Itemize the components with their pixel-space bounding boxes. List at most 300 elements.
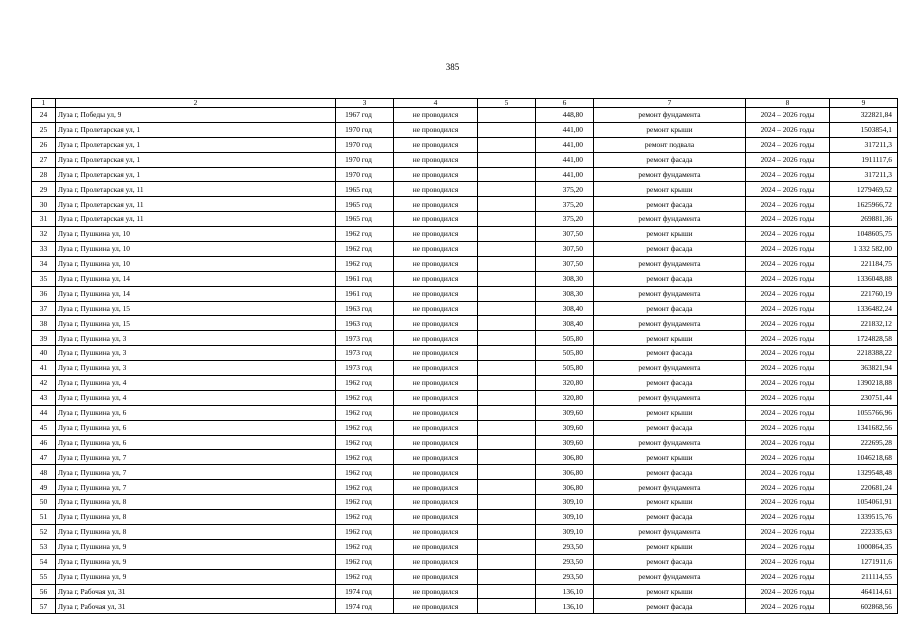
column-5-cell	[478, 599, 536, 614]
column-header-5: 5	[478, 99, 536, 108]
row-number: 30	[32, 197, 56, 212]
cost-cell: 1 332 582,00	[830, 242, 898, 257]
row-number: 35	[32, 271, 56, 286]
cost-cell: 221760,19	[830, 286, 898, 301]
column-5-cell	[478, 301, 536, 316]
row-number: 47	[32, 450, 56, 465]
work-type-cell: ремонт фундамента	[594, 212, 746, 227]
area-cell: 375,20	[536, 197, 594, 212]
area-cell: 293,50	[536, 554, 594, 569]
period-cell: 2024 – 2026 годы	[746, 331, 830, 346]
row-number: 48	[32, 465, 56, 480]
work-type-cell: ремонт крыши	[594, 227, 746, 242]
period-cell: 2024 – 2026 годы	[746, 286, 830, 301]
column-5-cell	[478, 182, 536, 197]
work-type-cell: ремонт крыши	[594, 539, 746, 554]
column-5-cell	[478, 465, 536, 480]
row-number: 34	[32, 256, 56, 271]
row-number: 43	[32, 390, 56, 405]
period-cell: 2024 – 2026 годы	[746, 301, 830, 316]
row-number: 57	[32, 599, 56, 614]
table-row	[32, 390, 898, 405]
area-cell: 309,10	[536, 524, 594, 539]
column-header-6: 6	[536, 99, 594, 108]
column-5-cell	[478, 376, 536, 391]
year-cell: 1970 год	[336, 122, 394, 137]
column-5-cell	[478, 256, 536, 271]
row-number: 55	[32, 569, 56, 584]
address-cell: Луза г, Пролетарская ул, 1	[56, 137, 336, 152]
cost-cell: 221832,12	[830, 316, 898, 331]
previous-repair-cell: не проводился	[394, 390, 478, 405]
work-type-cell: ремонт фасада	[594, 510, 746, 525]
address-cell: Луза г, Пушкина ул, 10	[56, 242, 336, 257]
year-cell: 1967 год	[336, 108, 394, 123]
cost-cell: 1390218,88	[830, 376, 898, 391]
year-cell: 1963 год	[336, 301, 394, 316]
previous-repair-cell: не проводился	[394, 242, 478, 257]
cost-cell: 222335,63	[830, 524, 898, 539]
period-cell: 2024 – 2026 годы	[746, 122, 830, 137]
area-cell: 136,10	[536, 584, 594, 599]
column-5-cell	[478, 167, 536, 182]
row-number: 49	[32, 480, 56, 495]
area-cell: 309,60	[536, 435, 594, 450]
period-cell: 2024 – 2026 годы	[746, 212, 830, 227]
period-cell: 2024 – 2026 годы	[746, 197, 830, 212]
year-cell: 1973 год	[336, 361, 394, 376]
previous-repair-cell: не проводился	[394, 182, 478, 197]
address-cell: Луза г, Пушкина ул, 7	[56, 450, 336, 465]
address-cell: Луза г, Пушкина ул, 6	[56, 435, 336, 450]
table-row	[32, 256, 898, 271]
year-cell: 1962 год	[336, 480, 394, 495]
table-row	[32, 480, 898, 495]
area-cell: 441,00	[536, 167, 594, 182]
table-row	[32, 346, 898, 361]
cost-cell: 1329548,48	[830, 465, 898, 480]
address-cell: Луза г, Пушкина ул, 7	[56, 480, 336, 495]
table-row	[32, 599, 898, 614]
column-header-7: 7	[594, 99, 746, 108]
year-cell: 1961 год	[336, 271, 394, 286]
year-cell: 1962 год	[336, 435, 394, 450]
table-row	[32, 405, 898, 420]
table-row	[32, 122, 898, 137]
period-cell: 2024 – 2026 годы	[746, 152, 830, 167]
work-type-cell: ремонт крыши	[594, 584, 746, 599]
work-type-cell: ремонт крыши	[594, 122, 746, 137]
address-cell: Луза г, Пролетарская ул, 11	[56, 212, 336, 227]
column-5-cell	[478, 212, 536, 227]
area-cell: 309,10	[536, 495, 594, 510]
table-row	[32, 584, 898, 599]
cost-cell: 211114,55	[830, 569, 898, 584]
table-row	[32, 182, 898, 197]
period-cell: 2024 – 2026 годы	[746, 137, 830, 152]
work-type-cell: ремонт фундамента	[594, 569, 746, 584]
address-cell: Луза г, Победы ул, 9	[56, 108, 336, 123]
cost-cell: 1046218,68	[830, 450, 898, 465]
cost-cell: 1000864,35	[830, 539, 898, 554]
table-row	[32, 286, 898, 301]
row-number: 52	[32, 524, 56, 539]
cost-cell: 1279469,52	[830, 182, 898, 197]
column-5-cell	[478, 227, 536, 242]
row-number: 25	[32, 122, 56, 137]
year-cell: 1962 год	[336, 524, 394, 539]
year-cell: 1974 год	[336, 599, 394, 614]
period-cell: 2024 – 2026 годы	[746, 450, 830, 465]
row-number: 27	[32, 152, 56, 167]
year-cell: 1962 год	[336, 242, 394, 257]
column-5-cell	[478, 450, 536, 465]
row-number: 53	[32, 539, 56, 554]
address-cell: Луза г, Пролетарская ул, 11	[56, 197, 336, 212]
work-type-cell: ремонт фундамента	[594, 361, 746, 376]
cost-cell: 322821,84	[830, 108, 898, 123]
year-cell: 1962 год	[336, 569, 394, 584]
column-5-cell	[478, 524, 536, 539]
year-cell: 1962 год	[336, 376, 394, 391]
year-cell: 1962 год	[336, 420, 394, 435]
column-header-9: 9	[830, 99, 898, 108]
table-row	[32, 301, 898, 316]
previous-repair-cell: не проводился	[394, 271, 478, 286]
work-type-cell: ремонт фасада	[594, 346, 746, 361]
period-cell: 2024 – 2026 годы	[746, 346, 830, 361]
year-cell: 1962 год	[336, 465, 394, 480]
area-cell: 293,50	[536, 539, 594, 554]
column-header-1: 1	[32, 99, 56, 108]
previous-repair-cell: не проводился	[394, 167, 478, 182]
row-number: 39	[32, 331, 56, 346]
area-cell: 307,50	[536, 242, 594, 257]
address-cell: Луза г, Пролетарская ул, 1	[56, 152, 336, 167]
column-header-4: 4	[394, 99, 478, 108]
row-number: 46	[32, 435, 56, 450]
cost-cell: 221184,75	[830, 256, 898, 271]
period-cell: 2024 – 2026 годы	[746, 256, 830, 271]
year-cell: 1973 год	[336, 346, 394, 361]
table-row	[32, 108, 898, 123]
previous-repair-cell: не проводился	[394, 152, 478, 167]
previous-repair-cell: не проводился	[394, 376, 478, 391]
work-type-cell: ремонт крыши	[594, 450, 746, 465]
column-header-8: 8	[746, 99, 830, 108]
row-number: 29	[32, 182, 56, 197]
area-cell: 306,80	[536, 450, 594, 465]
year-cell: 1965 год	[336, 212, 394, 227]
previous-repair-cell: не проводился	[394, 450, 478, 465]
period-cell: 2024 – 2026 годы	[746, 108, 830, 123]
table-body	[32, 108, 898, 614]
address-cell: Луза г, Рабочая ул, 31	[56, 584, 336, 599]
row-number: 28	[32, 167, 56, 182]
period-cell: 2024 – 2026 годы	[746, 390, 830, 405]
table-row	[32, 271, 898, 286]
address-cell: Луза г, Пушкина ул, 10	[56, 256, 336, 271]
table-header	[32, 99, 898, 108]
row-number: 44	[32, 405, 56, 420]
row-number: 26	[32, 137, 56, 152]
period-cell: 2024 – 2026 годы	[746, 569, 830, 584]
area-cell: 309,60	[536, 405, 594, 420]
period-cell: 2024 – 2026 годы	[746, 420, 830, 435]
address-cell: Луза г, Пушкина ул, 7	[56, 465, 336, 480]
period-cell: 2024 – 2026 годы	[746, 182, 830, 197]
work-type-cell: ремонт фундамента	[594, 167, 746, 182]
area-cell: 309,10	[536, 510, 594, 525]
area-cell: 505,80	[536, 346, 594, 361]
cost-cell: 363821,94	[830, 361, 898, 376]
address-cell: Луза г, Пушкина ул, 8	[56, 495, 336, 510]
area-cell: 293,50	[536, 569, 594, 584]
column-header-2: 2	[56, 99, 336, 108]
previous-repair-cell: не проводился	[394, 212, 478, 227]
work-type-cell: ремонт фундамента	[594, 390, 746, 405]
table-row	[32, 227, 898, 242]
address-cell: Луза г, Пролетарская ул, 1	[56, 167, 336, 182]
year-cell: 1962 год	[336, 450, 394, 465]
previous-repair-cell: не проводился	[394, 420, 478, 435]
column-5-cell	[478, 554, 536, 569]
column-5-cell	[478, 286, 536, 301]
period-cell: 2024 – 2026 годы	[746, 316, 830, 331]
row-number: 31	[32, 212, 56, 227]
work-type-cell: ремонт фундамента	[594, 480, 746, 495]
row-number: 54	[32, 554, 56, 569]
header-row	[32, 99, 898, 108]
table-row	[32, 137, 898, 152]
year-cell: 1962 год	[336, 510, 394, 525]
period-cell: 2024 – 2026 годы	[746, 242, 830, 257]
table-row	[32, 539, 898, 554]
period-cell: 2024 – 2026 годы	[746, 554, 830, 569]
address-cell: Луза г, Пушкина ул, 8	[56, 510, 336, 525]
previous-repair-cell: не проводился	[394, 599, 478, 614]
address-cell: Луза г, Пушкина ул, 9	[56, 539, 336, 554]
previous-repair-cell: не проводился	[394, 510, 478, 525]
previous-repair-cell: не проводился	[394, 346, 478, 361]
area-cell: 306,80	[536, 480, 594, 495]
previous-repair-cell: не проводился	[394, 584, 478, 599]
cost-cell: 1271911,6	[830, 554, 898, 569]
column-5-cell	[478, 569, 536, 584]
column-header-3: 3	[336, 99, 394, 108]
row-number: 38	[32, 316, 56, 331]
cost-cell: 317211,3	[830, 167, 898, 182]
area-cell: 320,80	[536, 390, 594, 405]
period-cell: 2024 – 2026 годы	[746, 510, 830, 525]
row-number: 32	[32, 227, 56, 242]
period-cell: 2024 – 2026 годы	[746, 465, 830, 480]
row-number: 50	[32, 495, 56, 510]
period-cell: 2024 – 2026 годы	[746, 495, 830, 510]
table-row	[32, 450, 898, 465]
area-cell: 308,40	[536, 301, 594, 316]
area-cell: 308,40	[536, 316, 594, 331]
previous-repair-cell: не проводился	[394, 465, 478, 480]
work-type-cell: ремонт фундамента	[594, 256, 746, 271]
year-cell: 1974 год	[336, 584, 394, 599]
table-row	[32, 316, 898, 331]
previous-repair-cell: не проводился	[394, 405, 478, 420]
year-cell: 1963 год	[336, 316, 394, 331]
previous-repair-cell: не проводился	[394, 524, 478, 539]
work-type-cell: ремонт фасада	[594, 420, 746, 435]
address-cell: Луза г, Пушкина ул, 3	[56, 346, 336, 361]
area-cell: 308,30	[536, 271, 594, 286]
column-5-cell	[478, 346, 536, 361]
previous-repair-cell: не проводился	[394, 480, 478, 495]
table-row	[32, 569, 898, 584]
area-cell: 307,50	[536, 227, 594, 242]
period-cell: 2024 – 2026 годы	[746, 405, 830, 420]
row-number: 24	[32, 108, 56, 123]
work-type-cell: ремонт фундамента	[594, 108, 746, 123]
work-type-cell: ремонт крыши	[594, 331, 746, 346]
year-cell: 1961 год	[336, 286, 394, 301]
period-cell: 2024 – 2026 годы	[746, 376, 830, 391]
work-type-cell: ремонт фасада	[594, 301, 746, 316]
previous-repair-cell: не проводился	[394, 495, 478, 510]
work-type-cell: ремонт фасада	[594, 599, 746, 614]
cost-cell: 230751,44	[830, 390, 898, 405]
year-cell: 1962 год	[336, 390, 394, 405]
table-row	[32, 361, 898, 376]
work-type-cell: ремонт подвала	[594, 137, 746, 152]
column-5-cell	[478, 242, 536, 257]
cost-cell: 602868,56	[830, 599, 898, 614]
previous-repair-cell: не проводился	[394, 286, 478, 301]
address-cell: Луза г, Пушкина ул, 4	[56, 390, 336, 405]
table-row	[32, 197, 898, 212]
period-cell: 2024 – 2026 годы	[746, 539, 830, 554]
cost-cell: 1625966,72	[830, 197, 898, 212]
capital-repair-table	[31, 98, 898, 614]
column-5-cell	[478, 495, 536, 510]
year-cell: 1962 год	[336, 405, 394, 420]
table-row	[32, 465, 898, 480]
area-cell: 136,10	[536, 599, 594, 614]
column-5-cell	[478, 539, 536, 554]
previous-repair-cell: не проводился	[394, 539, 478, 554]
area-cell: 306,80	[536, 465, 594, 480]
period-cell: 2024 – 2026 годы	[746, 227, 830, 242]
previous-repair-cell: не проводился	[394, 554, 478, 569]
cost-cell: 1336048,88	[830, 271, 898, 286]
year-cell: 1962 год	[336, 554, 394, 569]
previous-repair-cell: не проводился	[394, 122, 478, 137]
cost-cell: 222695,28	[830, 435, 898, 450]
row-number: 51	[32, 510, 56, 525]
work-type-cell: ремонт фасада	[594, 554, 746, 569]
column-5-cell	[478, 420, 536, 435]
year-cell: 1962 год	[336, 495, 394, 510]
table-row	[32, 331, 898, 346]
period-cell: 2024 – 2026 годы	[746, 271, 830, 286]
table-row	[32, 554, 898, 569]
cost-cell: 2218388,22	[830, 346, 898, 361]
row-number: 42	[32, 376, 56, 391]
table-row	[32, 510, 898, 525]
cost-cell: 1054061,91	[830, 495, 898, 510]
work-type-cell: ремонт крыши	[594, 405, 746, 420]
cost-cell: 1503854,1	[830, 122, 898, 137]
address-cell: Луза г, Пушкина ул, 6	[56, 405, 336, 420]
table-row	[32, 435, 898, 450]
area-cell: 505,80	[536, 361, 594, 376]
column-5-cell	[478, 152, 536, 167]
column-5-cell	[478, 197, 536, 212]
work-type-cell: ремонт крыши	[594, 495, 746, 510]
row-number: 41	[32, 361, 56, 376]
work-type-cell: ремонт фасада	[594, 465, 746, 480]
table-row	[32, 152, 898, 167]
table-row	[32, 420, 898, 435]
work-type-cell: ремонт фундамента	[594, 286, 746, 301]
period-cell: 2024 – 2026 годы	[746, 524, 830, 539]
cost-cell: 1724828,58	[830, 331, 898, 346]
table-row	[32, 167, 898, 182]
work-type-cell: ремонт фундамента	[594, 524, 746, 539]
area-cell: 441,00	[536, 137, 594, 152]
cost-cell: 1055766,96	[830, 405, 898, 420]
address-cell: Луза г, Пролетарская ул, 11	[56, 182, 336, 197]
work-type-cell: ремонт фасада	[594, 376, 746, 391]
period-cell: 2024 – 2026 годы	[746, 435, 830, 450]
column-5-cell	[478, 510, 536, 525]
address-cell: Луза г, Пушкина ул, 14	[56, 271, 336, 286]
address-cell: Луза г, Пушкина ул, 6	[56, 420, 336, 435]
address-cell: Луза г, Пролетарская ул, 1	[56, 122, 336, 137]
column-5-cell	[478, 405, 536, 420]
table-row	[32, 495, 898, 510]
column-5-cell	[478, 271, 536, 286]
period-cell: 2024 – 2026 годы	[746, 361, 830, 376]
work-type-cell: ремонт фундамента	[594, 316, 746, 331]
cost-cell: 464114,61	[830, 584, 898, 599]
row-number: 40	[32, 346, 56, 361]
area-cell: 441,00	[536, 152, 594, 167]
work-type-cell: ремонт фундамента	[594, 435, 746, 450]
address-cell: Луза г, Пушкина ул, 15	[56, 301, 336, 316]
column-5-cell	[478, 390, 536, 405]
column-5-cell	[478, 108, 536, 123]
address-cell: Луза г, Рабочая ул, 31	[56, 599, 336, 614]
column-5-cell	[478, 435, 536, 450]
year-cell: 1965 год	[336, 197, 394, 212]
area-cell: 448,80	[536, 108, 594, 123]
address-cell: Луза г, Пушкина ул, 8	[56, 524, 336, 539]
work-type-cell: ремонт фасада	[594, 152, 746, 167]
address-cell: Луза г, Пушкина ул, 9	[56, 554, 336, 569]
previous-repair-cell: не проводился	[394, 435, 478, 450]
table-row	[32, 524, 898, 539]
column-5-cell	[478, 584, 536, 599]
previous-repair-cell: не проводился	[394, 301, 478, 316]
table-row	[32, 212, 898, 227]
cost-cell: 1341682,56	[830, 420, 898, 435]
work-type-cell: ремонт крыши	[594, 182, 746, 197]
row-number: 33	[32, 242, 56, 257]
area-cell: 505,80	[536, 331, 594, 346]
address-cell: Луза г, Пушкина ул, 4	[56, 376, 336, 391]
row-number: 37	[32, 301, 56, 316]
address-cell: Луза г, Пушкина ул, 14	[56, 286, 336, 301]
year-cell: 1973 год	[336, 331, 394, 346]
